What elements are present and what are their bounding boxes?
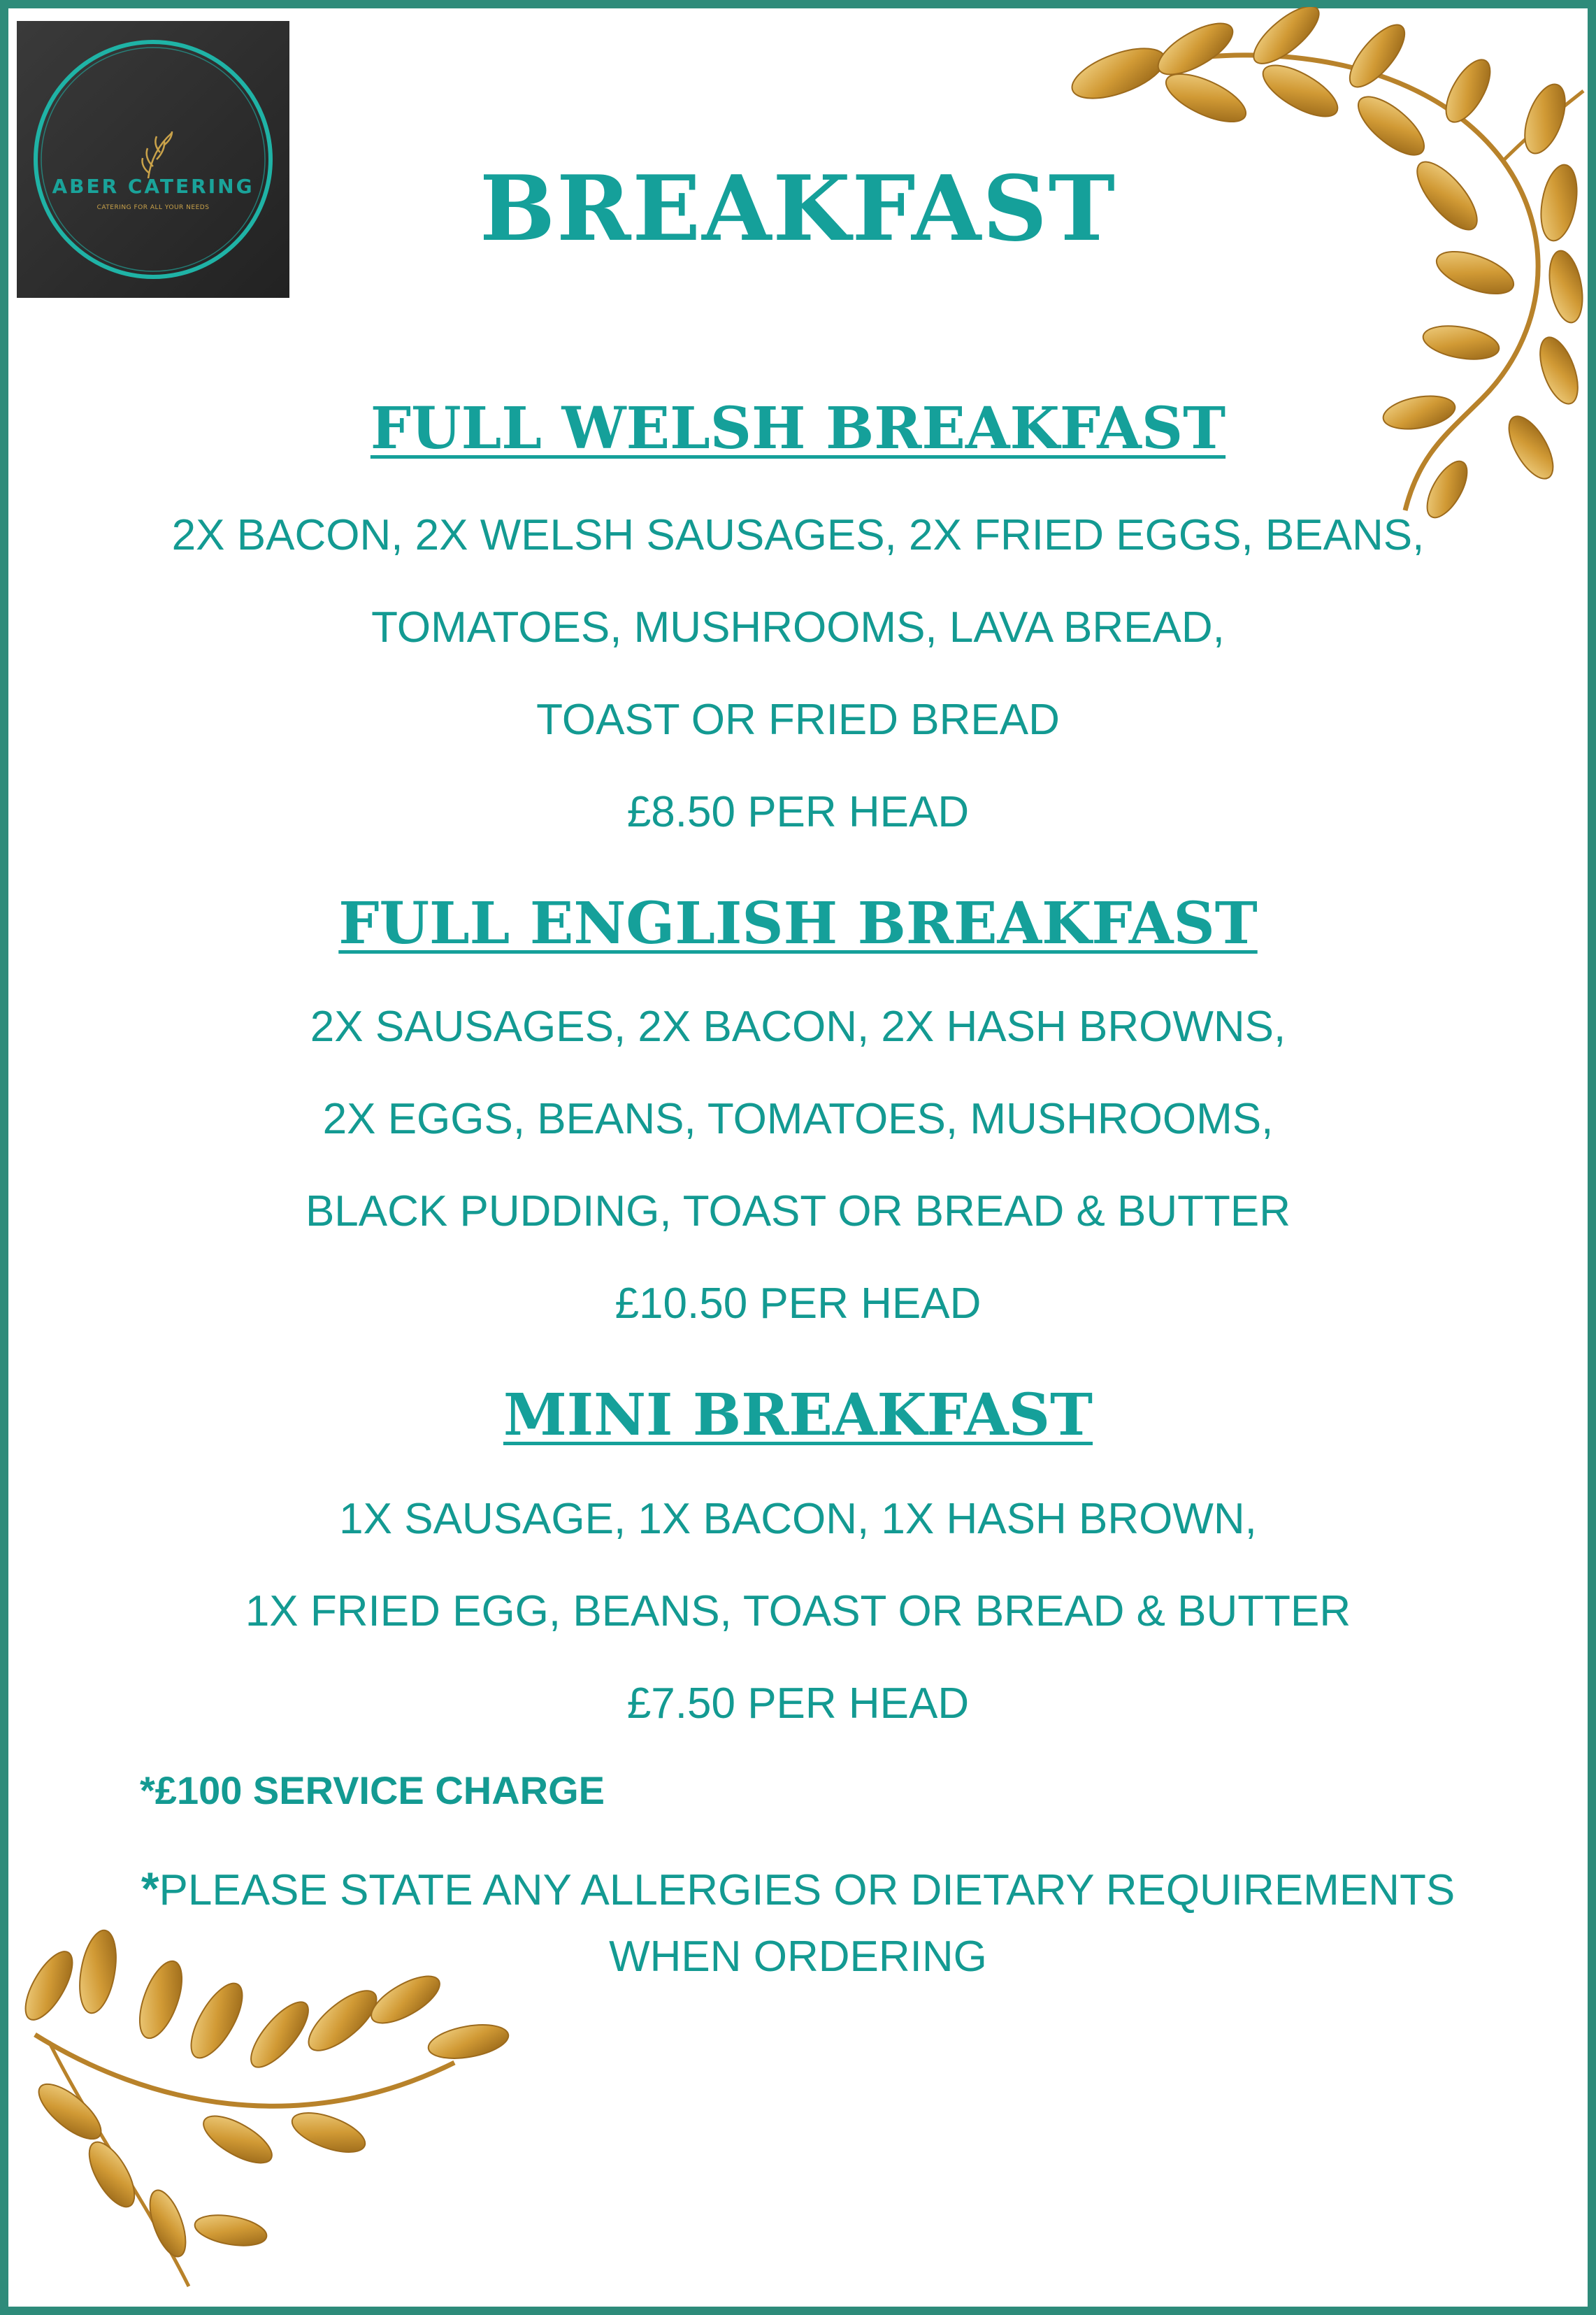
logo-tagline: CATERING FOR ALL YOUR NEEDS: [96, 204, 210, 211]
section-heading-full-welsh: [0, 395, 1596, 462]
price-line: £10.50 PER HEAD: [614, 1280, 982, 1328]
section-heading-full-english: [0, 890, 1596, 957]
logo-name: ABER CATERING: [52, 175, 254, 198]
menu-item-line: 1X FRIED EGG, BEANS, TOAST OR BREAD & BUTTER: [245, 1587, 1351, 1635]
allergy-note-line1: PLEASE STATE ANY ALLERGIES OR DIETARY REQUIREMENTS: [159, 1866, 1455, 1914]
menu-item-line: 2X EGGS, BEANS, TOMATOES, MUSHROOMS,: [322, 1095, 1274, 1143]
price-line: £7.50 PER HEAD: [626, 1679, 970, 1728]
menu-item-line: 2X SAUSAGES, 2X BACON, 2X HASH BROWNS,: [310, 1003, 1286, 1051]
section-heading-mini: [0, 1382, 1596, 1449]
section-heading-text: MINI BREAKFAST: [503, 1382, 1093, 1449]
service-charge-note: *£100 SERVICE CHARGE: [140, 1768, 605, 1812]
allergy-note: [0, 1865, 1596, 1912]
page-title: BREAKFAST: [479, 157, 1117, 261]
menu-item-line: BLACK PUDDING, TOAST OR BREAD & BUTTER: [305, 1187, 1291, 1235]
menu-item-line: TOMATOES, MUSHROOMS, LAVA BREAD,: [371, 603, 1225, 652]
menu-item-line: 1X SAUSAGE, 1X BACON, 1X HASH BROWN,: [339, 1495, 1257, 1543]
price-line: £8.50 PER HEAD: [626, 788, 970, 836]
allergy-note-line2: WHEN ORDERING: [609, 1933, 987, 1981]
section-heading-text: FULL ENGLISH BREAKFAST: [338, 890, 1258, 957]
allergy-star: *: [141, 1863, 159, 1914]
menu-item-line: TOAST OR FRIED BREAD: [536, 696, 1060, 744]
logo: [17, 21, 289, 298]
logo-ring-icon: [17, 21, 289, 298]
menu-item-line: 2X BACON, 2X WELSH SAUSAGES, 2X FRIED EGGS, BEANS,: [171, 511, 1425, 559]
section-heading-text: FULL WELSH BREAKFAST: [370, 395, 1226, 462]
